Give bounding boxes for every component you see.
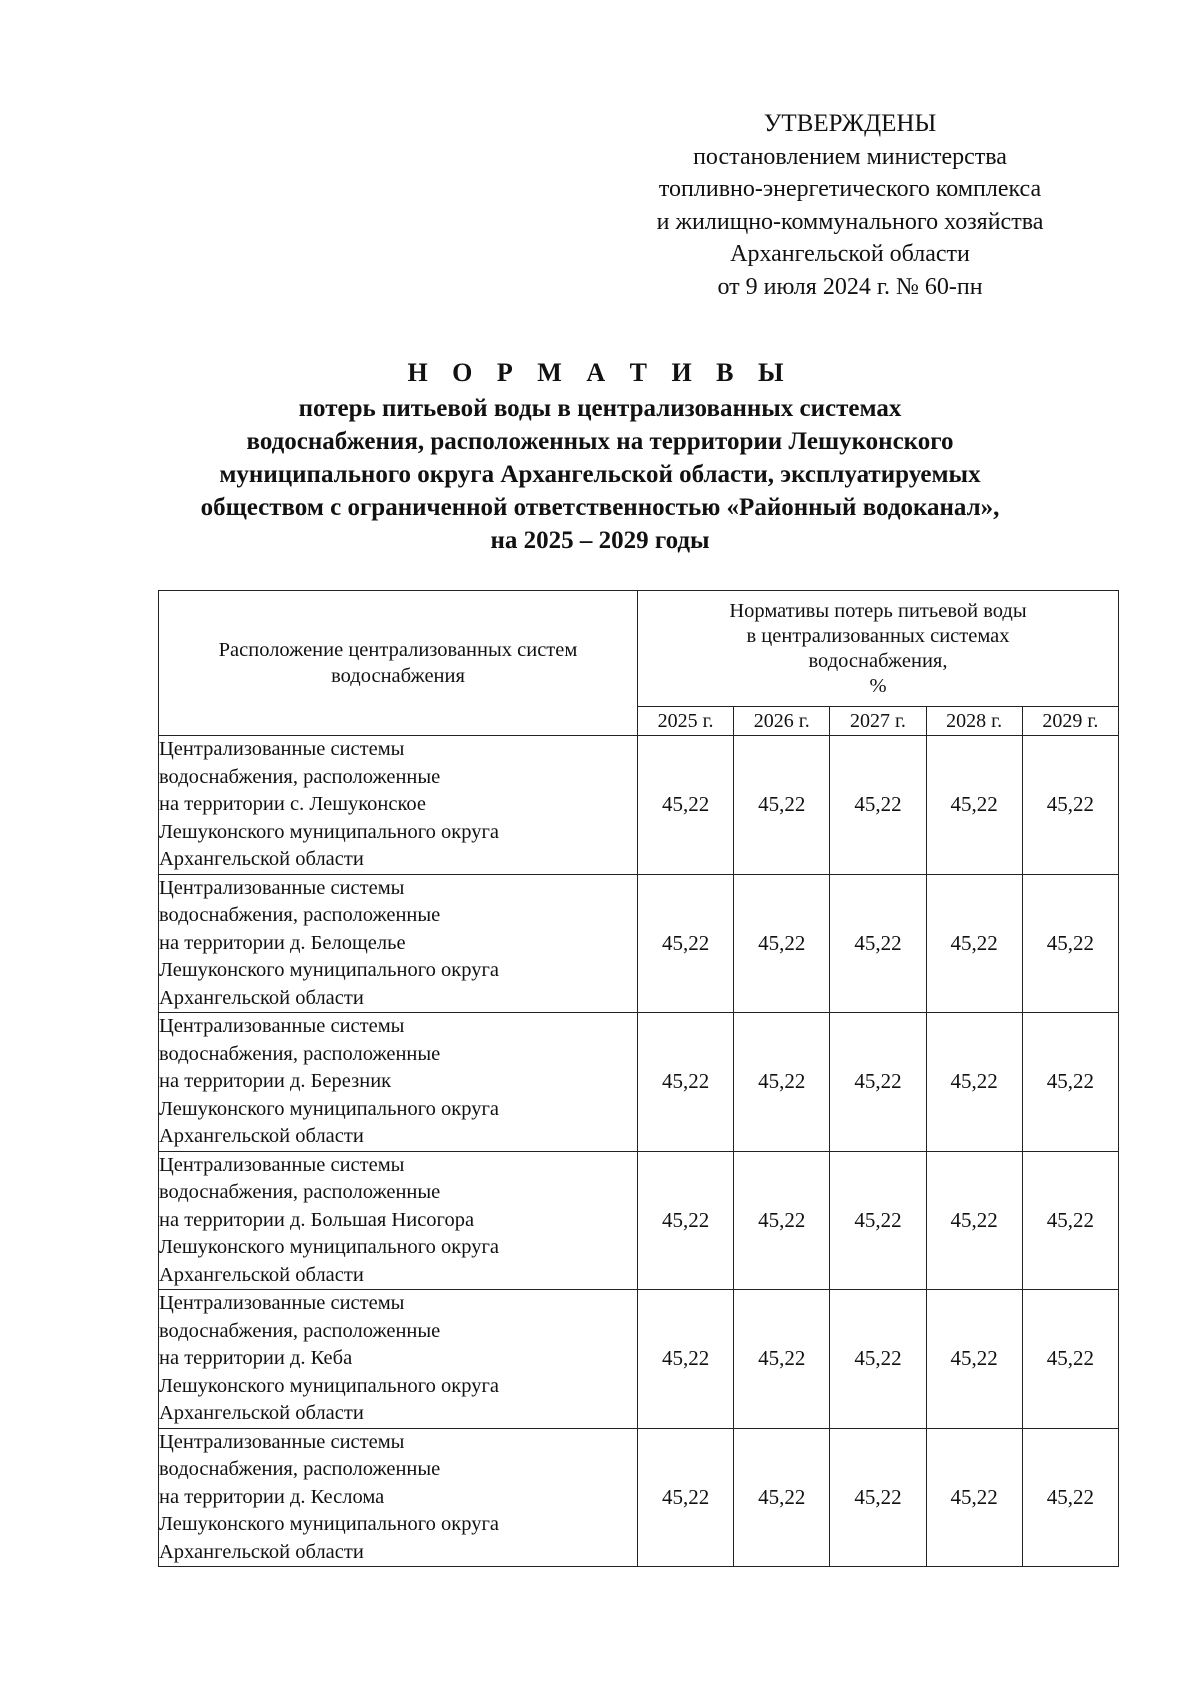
norm-value-cell: 45,22: [830, 1013, 926, 1152]
location-line: Лешуконского муниципального округа: [159, 1513, 499, 1535]
year-header: 2026 г.: [734, 707, 830, 736]
norm-value-cell: 45,22: [926, 1428, 1022, 1567]
norm-value-cell: 45,22: [830, 1428, 926, 1567]
location-cell: [159, 1428, 638, 1567]
approval-line: и жилищно-коммунального хозяйства: [656, 208, 1044, 235]
location-line: Лешуконского муниципального округа: [159, 820, 499, 843]
norm-value-cell: 45,22: [734, 874, 830, 1013]
table-row: [159, 1290, 1119, 1429]
location-line: водоснабжения, расположенные: [159, 1042, 441, 1065]
norm-value-cell: 45,22: [734, 1290, 830, 1429]
norm-value-cell: 45,22: [1022, 1290, 1118, 1429]
location-line: на территории д. Березник: [159, 1070, 392, 1092]
norm-value-cell: 45,22: [638, 1290, 734, 1429]
location-line: Централизованные системы: [159, 1015, 405, 1037]
approval-date: от 9 июля 2024 г. № 60-пн: [717, 273, 983, 300]
norm-value-cell: 45,22: [734, 1013, 830, 1152]
norm-value-cell: 45,22: [926, 874, 1022, 1013]
approval-line: топливно-энергетического комплекса: [658, 176, 1042, 202]
location-line: водоснабжения, расположенные: [159, 1458, 441, 1480]
title-line: обществом с ограниченной ответственностью «Районный водоканал»,: [200, 494, 1000, 521]
table-header-row: [159, 591, 1119, 707]
norm-value-cell: 45,22: [734, 1428, 830, 1567]
norm-value-cell: 45,22: [926, 1151, 1022, 1290]
norm-value-cell: 45,22: [830, 736, 926, 875]
title-line: потерь питьевой воды в централизованных системах: [298, 395, 902, 422]
norm-value-cell: 45,22: [830, 874, 926, 1013]
norms-header-line: водоснабжения,: [808, 649, 948, 672]
year-header: 2028 г.: [926, 707, 1022, 736]
location-line: водоснабжения, расположенные: [159, 1181, 441, 1203]
norm-value-cell: 45,22: [734, 736, 830, 875]
location-column-header: Расположение централизованных систем водоснабжения: [159, 591, 638, 736]
location-line: Централизованные системы: [159, 1430, 405, 1453]
title-main: Н О Р М А Т И В Ы: [407, 358, 793, 387]
norm-value-cell: 45,22: [926, 1290, 1022, 1429]
table-row: [159, 874, 1119, 1013]
norm-value-cell: 45,22: [638, 1428, 734, 1567]
location-line: на территории с. Лешуконское: [159, 793, 426, 815]
norm-value-cell: 45,22: [1022, 1151, 1118, 1290]
approval-line: постановлением министерства: [693, 143, 1007, 170]
norm-value-cell: 45,22: [1022, 874, 1118, 1013]
location-cell: [159, 736, 638, 875]
location-line: Централизованные системы: [159, 1292, 405, 1314]
norm-value-cell: 45,22: [1022, 1013, 1118, 1152]
location-line: Централизованные системы: [159, 876, 405, 899]
norms-header-line: Нормативы потерь питьевой воды: [729, 599, 1027, 622]
norm-value-cell: 45,22: [926, 1013, 1022, 1152]
location-line: Архангельской области: [159, 1263, 364, 1286]
location-line: Архангельской области: [159, 1540, 364, 1563]
year-header: 2025 г.: [638, 707, 734, 736]
table-row: [159, 1151, 1119, 1290]
location-cell: [159, 874, 638, 1013]
norms-header-unit: %: [869, 674, 887, 697]
approval-block: [620, 108, 1080, 303]
location-line: Лешуконского муниципального округа: [159, 1374, 499, 1397]
table-row: [159, 1013, 1119, 1152]
norm-value-cell: 45,22: [926, 736, 1022, 875]
norm-value-cell: 45,22: [830, 1290, 926, 1429]
location-line: на территории д. Кеслома: [159, 1485, 385, 1508]
norm-value-cell: 45,22: [638, 736, 734, 875]
location-line: водоснабжения, расположенные: [159, 1319, 441, 1342]
location-line: на территории д. Большая Нисогора: [159, 1208, 475, 1231]
title-line: на 2025 – 2029 годы: [490, 527, 710, 554]
location-line: Архангельской области: [159, 848, 364, 870]
document-title: [120, 356, 1080, 557]
approval-line: Архангельской области: [730, 241, 970, 267]
year-header: 2027 г.: [830, 707, 926, 736]
location-line: Архангельской области: [159, 1402, 364, 1424]
title-line: муниципального округа Архангельской области, эксплуатируемых: [219, 461, 981, 488]
norm-value-cell: 45,22: [638, 874, 734, 1013]
year-header: 2029 г.: [1022, 707, 1118, 736]
norm-value-cell: 45,22: [1022, 736, 1118, 875]
location-line: Лешуконского муниципального округа: [159, 1236, 499, 1258]
table-row: [159, 1428, 1119, 1567]
norm-value-cell: 45,22: [830, 1151, 926, 1290]
norms-column-header: [638, 591, 1119, 707]
location-line: на территории д. Кеба: [159, 1347, 353, 1369]
location-line: Централизованные системы: [159, 1153, 405, 1176]
location-line: на территории д. Белощелье: [159, 931, 406, 954]
norm-value-cell: 45,22: [638, 1013, 734, 1152]
location-line: Архангельской области: [159, 1125, 364, 1147]
location-line: Централизованные системы: [159, 738, 405, 760]
location-line: Архангельской области: [159, 986, 364, 1009]
location-cell: [159, 1151, 638, 1290]
location-line: водоснабжения, расположенные: [159, 904, 441, 926]
norm-value-cell: 45,22: [638, 1151, 734, 1290]
location-cell: [159, 1290, 638, 1429]
location-cell: [159, 1013, 638, 1152]
norms-header-line: в централизованных системах: [746, 624, 1010, 647]
location-line: водоснабжения, расположенные: [159, 765, 441, 788]
approval-heading: УТВЕРЖДЕНЫ: [763, 110, 937, 137]
norm-value-cell: 45,22: [1022, 1428, 1118, 1567]
location-line: Лешуконского муниципального округа: [159, 1097, 499, 1120]
table-row: [159, 736, 1119, 875]
title-line: водоснабжения, расположенных на территории Лешуконского: [246, 428, 954, 455]
norms-table: [158, 590, 1119, 1567]
norm-value-cell: 45,22: [734, 1151, 830, 1290]
location-line: Лешуконского муниципального округа: [159, 959, 499, 981]
